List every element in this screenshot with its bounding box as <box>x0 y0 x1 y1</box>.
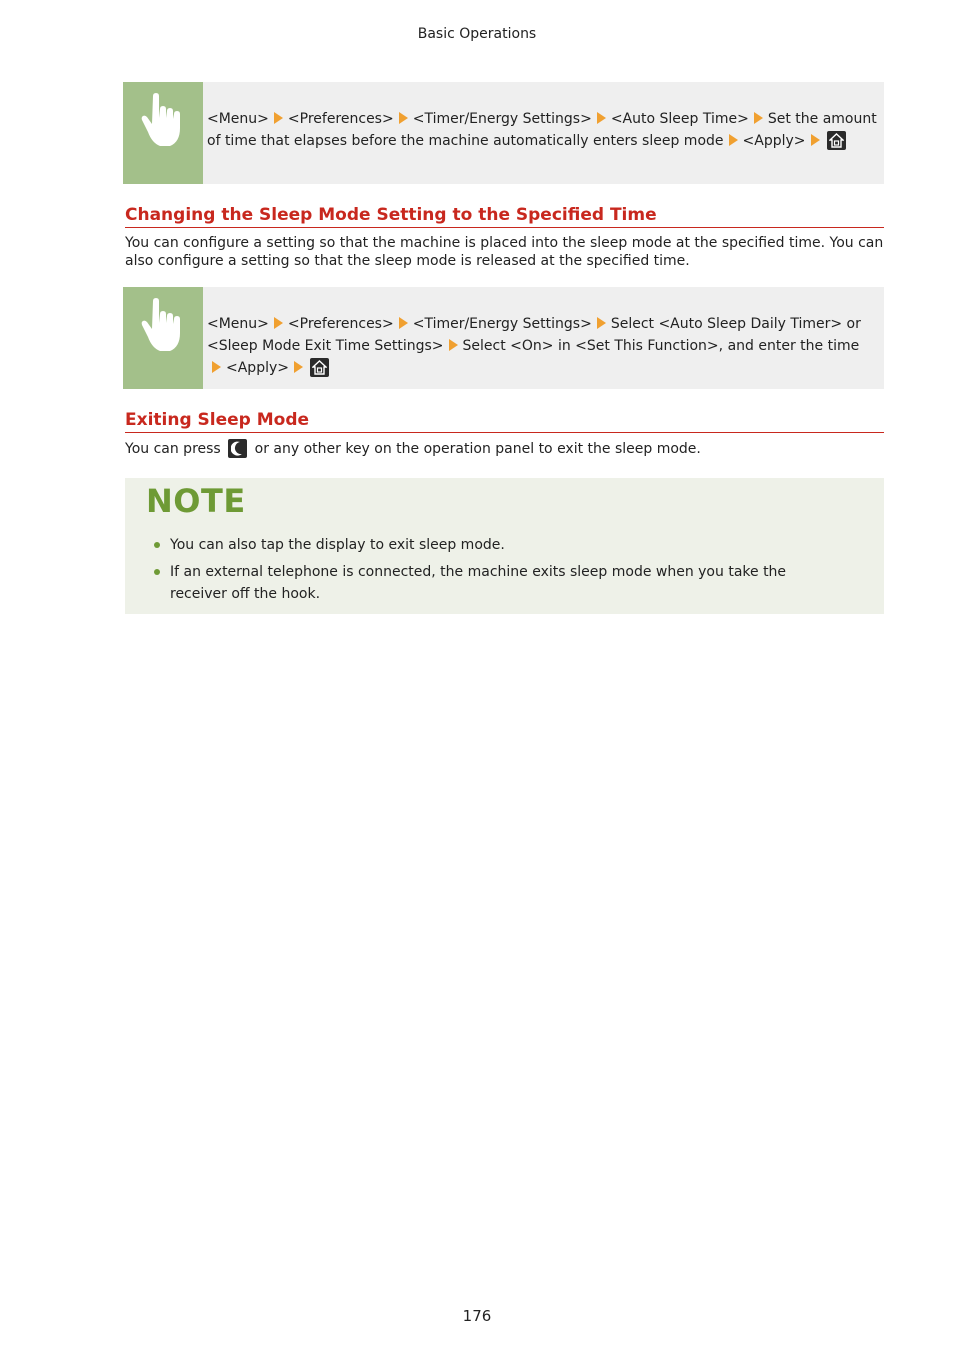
arrow-icon <box>294 361 303 373</box>
arrow-icon <box>399 112 408 124</box>
touch-panel <box>123 287 203 389</box>
hand-pointer-icon <box>141 92 185 148</box>
operation-box-sleep-timer <box>123 287 884 389</box>
note-title: NOTE <box>146 482 246 520</box>
note-item <box>125 561 884 605</box>
note-item <box>125 534 884 556</box>
step-menu: <Menu> <box>207 111 269 127</box>
home-icon <box>310 358 329 377</box>
section-title-specified-time: Changing the Sleep Mode Setting to the Specified Time <box>125 205 884 228</box>
step-timer-energy-settings: <Timer/Energy Settings> <box>412 111 592 127</box>
step-select-timer: Select <Auto Sleep Daily Timer> or <Sleep Mode Exit Time Settings> <box>207 316 861 354</box>
arrow-icon <box>399 317 408 329</box>
bullet-icon <box>154 542 160 548</box>
arrow-icon <box>811 134 820 146</box>
hand-pointer-icon <box>141 297 185 353</box>
operation-steps <box>203 82 884 184</box>
step-timer-energy-settings: <Timer/Energy Settings> <box>412 316 592 332</box>
step-preferences: <Preferences> <box>287 111 394 127</box>
step-set-amount: Set the amount of time that elapses before the machine automatically enters sleep mode <box>207 111 877 149</box>
section-title-exiting-sleep-mode: Exiting Sleep Mode <box>125 410 884 433</box>
arrow-icon <box>729 134 738 146</box>
operation-box-auto-sleep-time <box>123 82 884 184</box>
home-icon <box>827 131 846 150</box>
step-preferences: <Preferences> <box>287 316 394 332</box>
step-select-on: Select <On> in <Set This Function>, and enter the time <box>462 338 860 354</box>
body-text-before: You can press <box>125 441 221 457</box>
arrow-icon <box>449 339 458 351</box>
sleep-key-icon <box>228 439 247 458</box>
arrow-icon <box>274 112 283 124</box>
note-item-text: If an external telephone is connected, the machine exits sleep mode when you take the receiver off the hook. <box>170 564 787 602</box>
section-body-exiting-sleep-mode <box>125 439 885 458</box>
operation-steps <box>203 287 884 389</box>
note-box <box>125 478 884 614</box>
note-list <box>125 534 884 610</box>
arrow-icon <box>597 317 606 329</box>
note-item-text: You can also tap the display to exit sleep mode. <box>170 537 505 553</box>
section-body-specified-time: You can configure a setting so that the machine is placed into the sleep mode at the specified time. You can also configure a setting so that the sleep mode is released at the specified time. <box>125 235 884 269</box>
step-auto-sleep-time: <Auto Sleep Time> <box>610 111 749 127</box>
arrow-icon <box>212 361 221 373</box>
body-text-after: or any other key on the operation panel to exit the sleep mode. <box>254 441 701 457</box>
arrow-icon <box>754 112 763 124</box>
bullet-icon <box>154 569 160 575</box>
step-apply: <Apply> <box>226 360 289 376</box>
arrow-icon <box>274 317 283 329</box>
step-apply: <Apply> <box>742 133 806 149</box>
step-menu: <Menu> <box>207 316 269 332</box>
touch-panel <box>123 82 203 184</box>
arrow-icon <box>597 112 606 124</box>
page-header: Basic Operations <box>417 26 537 42</box>
page-number: 176 <box>462 1307 492 1325</box>
